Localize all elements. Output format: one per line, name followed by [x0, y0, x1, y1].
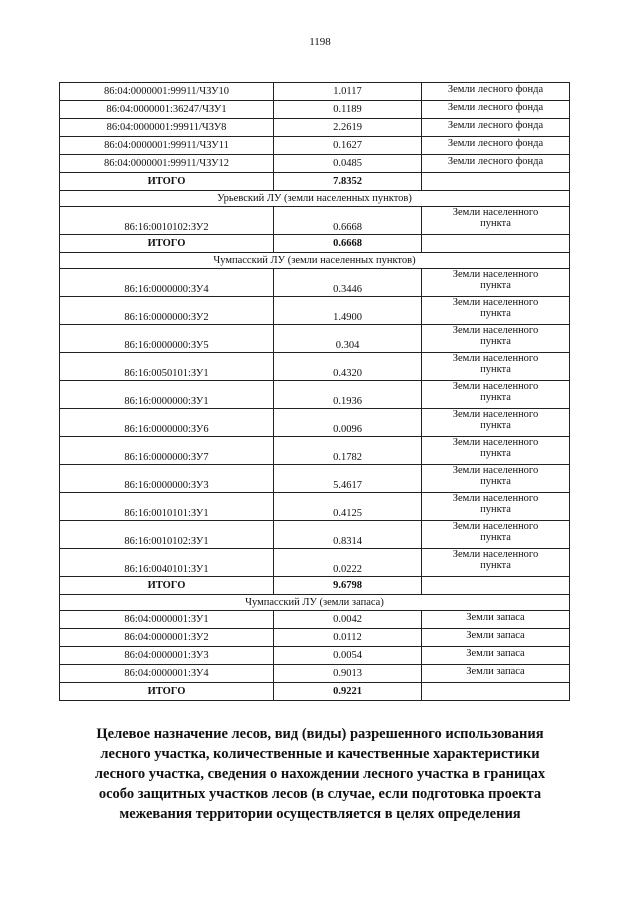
land-category: [422, 629, 570, 647]
land-category: [422, 465, 570, 493]
table-row: [60, 297, 570, 325]
cadastral-number: 86:04:0000001:99911/ЧЗУ12: [60, 155, 274, 173]
total-row: [60, 577, 570, 595]
total-value: 7.8352: [274, 173, 422, 191]
cadastral-number: 86:04:0000001:ЗУ1: [60, 611, 274, 629]
area-value: 1.0117: [274, 83, 422, 101]
total-label: ИТОГО: [60, 683, 274, 701]
total-label: ИТОГО: [60, 577, 274, 595]
table-row: [60, 521, 570, 549]
land-category-line: пункта: [480, 308, 511, 319]
land-category-line: Земли запаса: [466, 612, 525, 623]
table-row: [60, 465, 570, 493]
cadastral-number: 86:04:0000001:ЗУ2: [60, 629, 274, 647]
land-category: [422, 83, 570, 101]
land-category-line: пункта: [480, 504, 511, 515]
land-category-line: пункта: [480, 364, 511, 375]
cadastral-number: 86:16:0040101:ЗУ1: [60, 549, 274, 577]
total-value: 0.9221: [274, 683, 422, 701]
land-category: [422, 297, 570, 325]
total-label: ИТОГО: [60, 173, 274, 191]
area-value: 2.2619: [274, 119, 422, 137]
table-row: [60, 665, 570, 683]
area-value: 0.304: [274, 325, 422, 353]
cadastral-number: 86:16:0050101:ЗУ1: [60, 353, 274, 381]
area-value: 0.0222: [274, 549, 422, 577]
land-category: [422, 611, 570, 629]
cadastral-number: 86:04:0000001:99911/ЧЗУ11: [60, 137, 274, 155]
section-header-row: [60, 191, 570, 207]
total-empty-cell: [422, 683, 570, 701]
area-value: 0.1936: [274, 381, 422, 409]
section-header-row: [60, 595, 570, 611]
section-title: Урьевский ЛУ (земли населенных пунктов): [60, 191, 570, 207]
land-category-line: Земли населенного: [452, 437, 539, 448]
section-heading-line: Целевое назначение лесов, вид (виды) разрешенного использования: [96, 726, 544, 742]
land-category: [422, 647, 570, 665]
land-category-line: Земли населенного: [452, 409, 539, 420]
section-title: Чумпасский ЛУ (земли населенных пунктов): [60, 253, 570, 269]
land-category-line: Земли лесного фонда: [447, 138, 544, 149]
table-row: [60, 409, 570, 437]
land-category: [422, 119, 570, 137]
table-row: [60, 101, 570, 119]
area-value: 0.1189: [274, 101, 422, 119]
area-value: 0.0485: [274, 155, 422, 173]
total-value: 0.6668: [274, 235, 422, 253]
land-category: [422, 381, 570, 409]
area-value: 0.0096: [274, 409, 422, 437]
table-row: [60, 437, 570, 465]
land-category-line: пункта: [480, 392, 511, 403]
section-heading-line: лесного участка, сведения о нахождении лесного участка в границах: [94, 766, 546, 782]
area-value: 0.0112: [274, 629, 422, 647]
table-row: [60, 325, 570, 353]
total-row: [60, 683, 570, 701]
page-number: 1198: [309, 36, 331, 48]
table-row: [60, 207, 570, 235]
cadastral-number: 86:16:0000000:ЗУ7: [60, 437, 274, 465]
land-category: [422, 325, 570, 353]
area-value: 5.4617: [274, 465, 422, 493]
cadastral-number: 86:04:0000001:ЗУ4: [60, 665, 274, 683]
table-body: [60, 83, 570, 701]
land-category-line: пункта: [480, 532, 511, 543]
land-category-line: Земли населенного: [452, 269, 539, 280]
cadastral-number: 86:16:0000000:ЗУ1: [60, 381, 274, 409]
land-category-line: Земли населенного: [452, 381, 539, 392]
land-category-line: пункта: [480, 560, 511, 571]
land-category-line: пункта: [480, 420, 511, 431]
total-value: 9.6798: [274, 577, 422, 595]
land-category-line: Земли населенного: [452, 325, 539, 336]
table-row: [60, 611, 570, 629]
section-heading-line: межевания территории осуществляется в целях определения: [119, 806, 521, 822]
table-row: [60, 155, 570, 173]
table-row: [60, 137, 570, 155]
cadastral-number: 86:16:0000000:ЗУ6: [60, 409, 274, 437]
land-category: [422, 437, 570, 465]
cadastral-number: 86:16:0000000:ЗУ2: [60, 297, 274, 325]
land-category-line: Земли населенного: [452, 493, 539, 504]
land-plots-table: [59, 82, 570, 701]
total-row: [60, 173, 570, 191]
land-category-line: пункта: [480, 476, 511, 487]
land-category-line: Земли населенного: [452, 297, 539, 308]
land-category-line: Земли населенного: [452, 549, 539, 560]
table-row: [60, 119, 570, 137]
cadastral-number: 86:16:0010102:ЗУ1: [60, 521, 274, 549]
land-category: [422, 493, 570, 521]
cadastral-number: 86:16:0000000:ЗУ3: [60, 465, 274, 493]
area-value: 0.1627: [274, 137, 422, 155]
table-row: [60, 629, 570, 647]
cadastral-number: 86:16:0010102:ЗУ2: [60, 207, 274, 235]
table-row: [60, 493, 570, 521]
area-value: 0.4125: [274, 493, 422, 521]
area-value: 0.6668: [274, 207, 422, 235]
section-header-row: [60, 253, 570, 269]
table-row: [60, 549, 570, 577]
land-category-line: пункта: [480, 336, 511, 347]
section-heading-line: особо защитных участков лесов (в случае, если подготовка проекта: [98, 786, 542, 802]
area-value: 0.1782: [274, 437, 422, 465]
land-category-line: Земли населенного: [452, 207, 539, 218]
table-row: [60, 353, 570, 381]
land-category: [422, 353, 570, 381]
land-category: [422, 207, 570, 235]
land-category: [422, 665, 570, 683]
land-category-line: Земли лесного фонда: [447, 102, 544, 113]
land-category: [422, 101, 570, 119]
land-category-line: Земли населенного: [452, 465, 539, 476]
section-heading-line: лесного участка, количественные и качественные характеристики: [100, 746, 540, 762]
area-value: 1.4900: [274, 297, 422, 325]
section-heading: [70, 724, 570, 824]
land-category-line: Земли лесного фонда: [447, 84, 544, 95]
total-label: ИТОГО: [60, 235, 274, 253]
total-empty-cell: [422, 173, 570, 191]
land-category-line: пункта: [480, 448, 511, 459]
land-category-line: Земли запаса: [466, 666, 525, 677]
cadastral-number: 86:04:0000001:36247/ЧЗУ1: [60, 101, 274, 119]
land-category: [422, 269, 570, 297]
land-category-line: Земли запаса: [466, 630, 525, 641]
land-category-line: Земли запаса: [466, 648, 525, 659]
area-value: 0.0054: [274, 647, 422, 665]
total-row: [60, 235, 570, 253]
land-category-line: пункта: [480, 218, 511, 229]
land-category-line: Земли населенного: [452, 521, 539, 532]
land-category: [422, 155, 570, 173]
area-value: 0.8314: [274, 521, 422, 549]
total-empty-cell: [422, 577, 570, 595]
cadastral-number: 86:04:0000001:ЗУ3: [60, 647, 274, 665]
land-category: [422, 137, 570, 155]
cadastral-number: 86:16:0000000:ЗУ4: [60, 269, 274, 297]
cadastral-number: 86:16:0010101:ЗУ1: [60, 493, 274, 521]
cadastral-number: 86:04:0000001:99911/ЧЗУ8: [60, 119, 274, 137]
land-category-line: пункта: [480, 280, 511, 291]
area-value: 0.3446: [274, 269, 422, 297]
area-value: 0.9013: [274, 665, 422, 683]
land-category: [422, 549, 570, 577]
table-row: [60, 83, 570, 101]
table-row: [60, 647, 570, 665]
land-category-line: Земли лесного фонда: [447, 120, 544, 131]
land-category: [422, 409, 570, 437]
area-value: 0.4320: [274, 353, 422, 381]
table-row: [60, 381, 570, 409]
land-category: [422, 521, 570, 549]
land-category-line: Земли населенного: [452, 353, 539, 364]
total-empty-cell: [422, 235, 570, 253]
cadastral-number: 86:16:0000000:ЗУ5: [60, 325, 274, 353]
section-title: Чумпасский ЛУ (земли запаса): [60, 595, 570, 611]
table-row: [60, 269, 570, 297]
land-category-line: Земли лесного фонда: [447, 156, 544, 167]
cadastral-number: 86:04:0000001:99911/ЧЗУ10: [60, 83, 274, 101]
area-value: 0.0042: [274, 611, 422, 629]
